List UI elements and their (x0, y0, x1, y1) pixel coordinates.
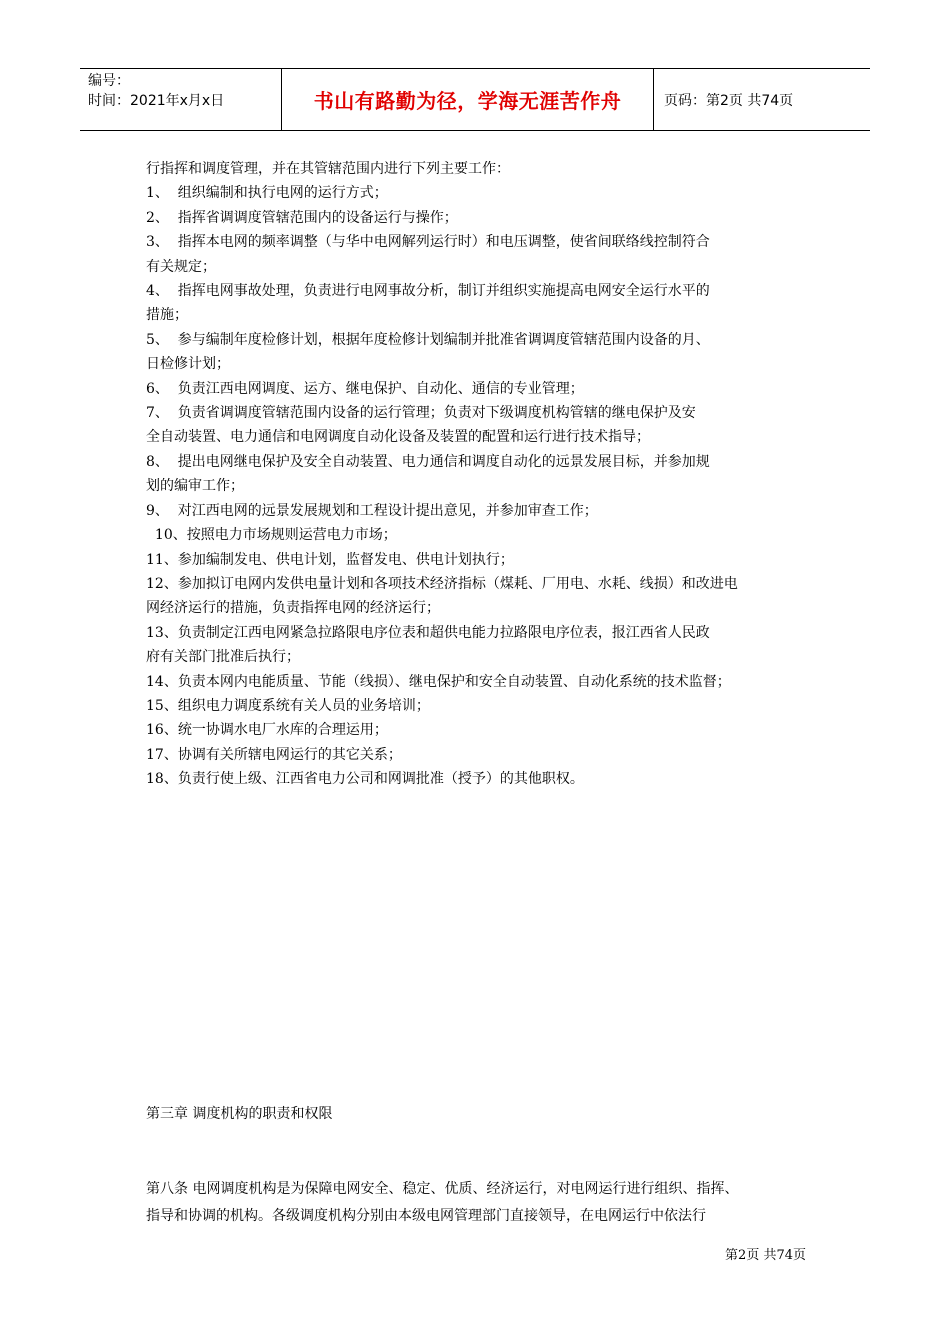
body-text (146, 157, 816, 792)
motto-text: 书山有路勤为径，学海无涯苦作舟 (313, 89, 622, 113)
page-header (80, 68, 870, 131)
date-line: 时间：2021年x月x日 (88, 93, 225, 109)
body-line: 府有关部门批准后执行； (146, 649, 300, 666)
body-line: 2、 指挥省调调度管辖范围内的设备运行与操作； (146, 209, 458, 226)
body-line: 划的编审工作； (146, 478, 244, 495)
body-line: 18、负责行使上级、江西省电力公司和网调批准（授予）的其他职权。 (146, 771, 584, 788)
body-line: 4、 指挥电网事故处理，负责进行电网事故分析，制订并组织实施提高电网安全运行水平的 (146, 283, 710, 300)
header-motto-cell (282, 69, 654, 130)
body-line: 12、参加拟订电网内发供电量计划和各项技术经济指标（煤耗、厂用电、水耗、线损）和改进电 (146, 575, 738, 592)
body-line: 15、组织电力调度系统有关人员的业务培训； (146, 697, 430, 714)
body-line: 全自动装置、电力通信和电网调度自动化设备及装置的配置和运行进行技术指导； (146, 429, 650, 446)
body-line: 11、参加编制发电、供电计划，监督发电、供电计划执行； (146, 551, 514, 568)
header-page-cell (654, 69, 870, 130)
doc-number-label: 编号： (88, 73, 130, 89)
body-line: 网经济运行的措施，负责指挥电网的经济运行； (146, 600, 440, 617)
body-line: 14、负责本网内电能质量、节能（线损）、继电保护和安全自动装置、自动化系统的技术监督； (146, 673, 731, 690)
body-line: 3、 指挥本电网的频率调整（与华中电网解列运行时）和电压调整，使省间联络线控制符合 (146, 234, 710, 251)
body-line: 6、 负责江西电网调度、运方、继电保护、自动化、通信的专业管理； (146, 380, 584, 397)
header-meta-cell (80, 69, 282, 130)
article-line: 指导和协调的机构。各级调度机构分别由本级电网管理部门直接领导，在电网运行中依法行 (146, 1208, 706, 1224)
body-line: 日检修计划； (146, 356, 230, 373)
body-line: 1、 组织编制和执行电网的运行方式； (146, 185, 388, 202)
body-line: 行指挥和调度管理，并在其管辖范围内进行下列主要工作： (146, 161, 510, 177)
body-line: 8、 提出电网继电保护及安全自动装置、电力通信和调度自动化的远景发展目标，并参加规 (146, 453, 710, 470)
header-page-info: 页码：第2页 共74页 (664, 92, 794, 109)
article-line: 第八条 电网调度机构是为保障电网安全、稳定、优质、经济运行，对电网运行进行组织、指挥、 (146, 1181, 739, 1197)
page-footer: 第2页 共74页 (725, 1248, 806, 1263)
article-text (146, 1176, 816, 1230)
body-line: 有关规定； (146, 258, 216, 275)
body-line: 16、统一协调水电厂水库的合理运用； (146, 722, 388, 739)
body-line: 9、 对江西电网的远景发展规划和工程设计提出意见，并参加审查工作； (146, 502, 598, 519)
body-line: 17、协调有关所辖电网运行的其它关系； (146, 746, 402, 763)
body-line: 措施； (146, 307, 188, 324)
body-line: 7、 负责省调调度管辖范围内设备的运行管理；负责对下级调度机构管辖的继电保护及安 (146, 405, 696, 422)
chapter-title: 第三章 调度机构的职责和权限 (146, 1106, 333, 1122)
body-line: 10、按照电力市场规则运营电力市场； (146, 527, 397, 544)
body-line: 13、负责制定江西电网紧急拉路限电序位表和超供电能力拉路限电序位表，报江西省人民政 (146, 624, 710, 641)
body-line: 5、 参与编制年度检修计划，根据年度检修计划编制并批准省调调度管辖范围内设备的月、 (146, 331, 710, 348)
